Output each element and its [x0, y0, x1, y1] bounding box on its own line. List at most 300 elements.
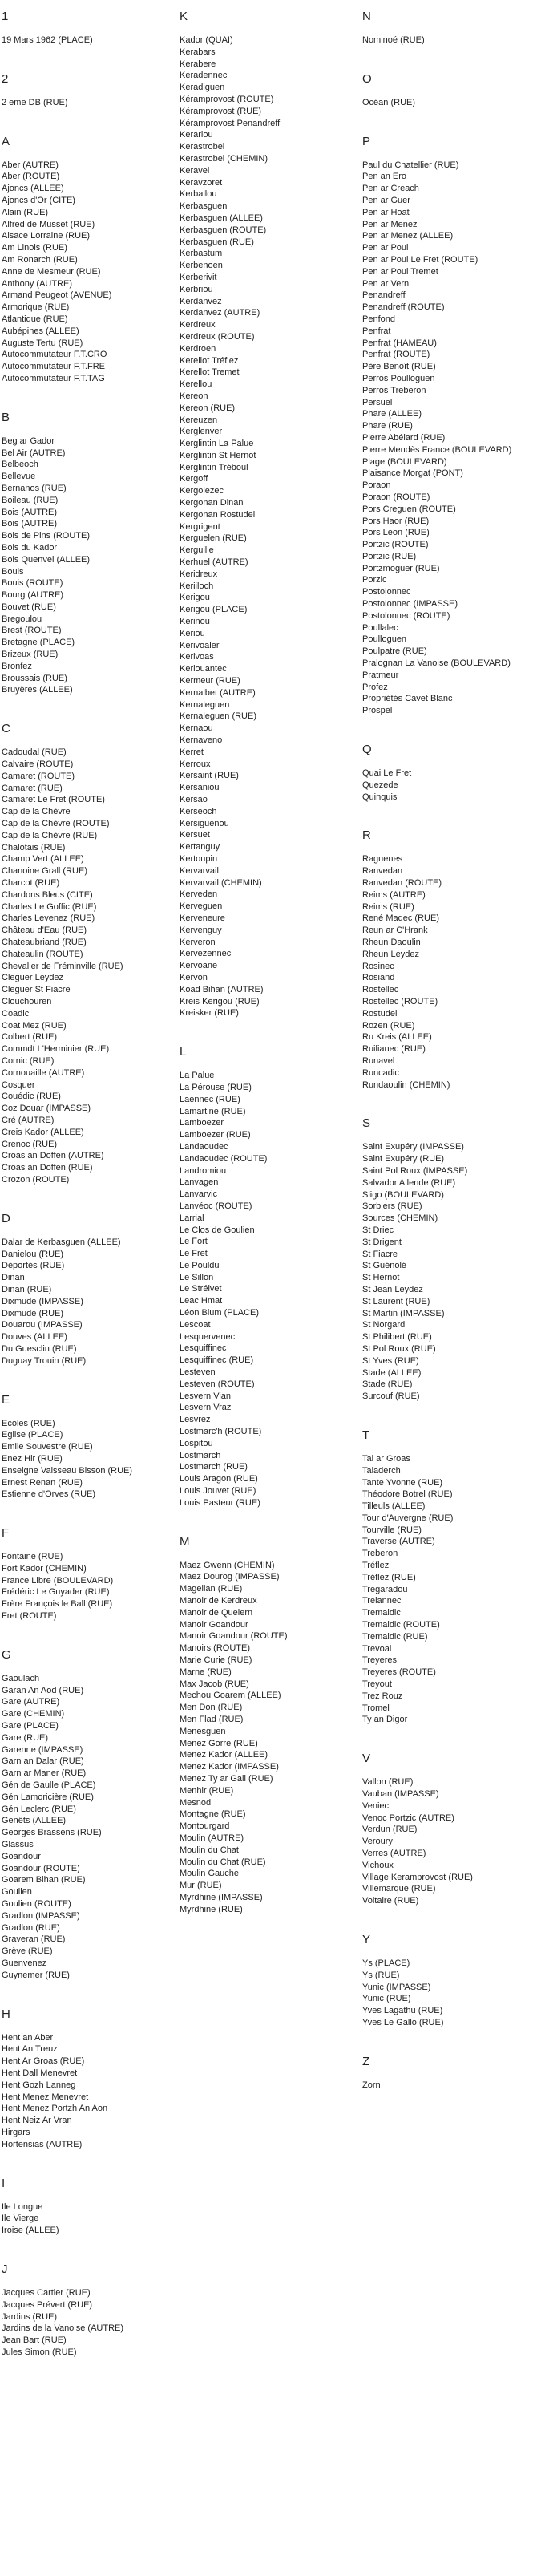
- street-entry: Eglise (PLACE): [2, 1430, 63, 1440]
- street-entry: Am Ronarch (RUE): [2, 254, 78, 265]
- street-entry: Gén Lamoricière (RUE): [2, 1792, 94, 1802]
- street-entry: Portzmoguer (RUE): [362, 563, 440, 573]
- street-entry: Ru Kreis (ALLEE): [362, 1032, 432, 1043]
- street-entry: Kervarvail (CHEMIN): [180, 877, 262, 888]
- street-entry: Bernanos (RUE): [2, 483, 67, 493]
- street-entry: Douves (ALLEE): [2, 1332, 67, 1343]
- street-entry: Portzic (RUE): [362, 551, 417, 561]
- street-entry: La Pérouse (RUE): [180, 1082, 252, 1092]
- street-entry: St Martin (IMPASSE): [362, 1308, 445, 1318]
- letter-section: [362, 2055, 539, 2092]
- section-letter-heading: H: [2, 2007, 10, 2021]
- street-entry: Pierre Mendès France (BOULEVARD): [362, 444, 512, 455]
- street-entry: Yunic (RUE): [362, 1994, 411, 2004]
- street-entry: Reims (RUE): [362, 901, 414, 912]
- street-entry: Kergoff: [180, 474, 208, 484]
- street-entry: Moulin du Chat: [180, 1845, 239, 1855]
- street-entry: Larrial: [180, 1213, 204, 1223]
- section-letter-heading: T: [362, 1428, 370, 1442]
- street-entry: Perros Treberon: [362, 385, 426, 395]
- street-entry: Kerbastum: [180, 249, 223, 259]
- street-entry: Kersaniou: [180, 783, 220, 793]
- street-entry: Bois Quenvel (ALLEE): [2, 554, 91, 565]
- section-letter-heading: N: [362, 10, 371, 23]
- street-entry: La Palue: [180, 1071, 215, 1081]
- street-entry: Marne (RUE): [180, 1667, 232, 1677]
- letter-section: [2, 1526, 174, 1622]
- street-entry: Ty an Digor: [362, 1715, 408, 1725]
- street-entry: Montourgard: [180, 1821, 230, 1832]
- section-letter-heading: Q: [362, 743, 372, 757]
- street-entry: Jacques Cartier (RUE): [2, 2287, 91, 2298]
- street-entry: Kerellot Tréflez: [180, 355, 239, 366]
- section-letter-heading: Y: [362, 1933, 371, 1946]
- street-entry: Hent An Treuz: [2, 2044, 58, 2055]
- street-entry: Ys (PLACE): [362, 1958, 410, 1968]
- street-entry: Persuel: [362, 397, 393, 407]
- street-entry: Hirgars: [2, 2127, 30, 2137]
- street-entry: Lostmarch (RUE): [180, 1462, 248, 1472]
- street-entry: Pen ar Guer: [362, 195, 410, 205]
- street-entry: Kernaou: [180, 723, 213, 734]
- street-entry: Pralognan La Vanoise (BOULEVARD): [362, 658, 511, 669]
- street-entry: Coat Mez (RUE): [2, 1020, 67, 1031]
- street-entry: Keravel: [180, 165, 210, 176]
- street-entry: Manoir de Kerdreux: [180, 1596, 257, 1606]
- street-entry: Cleguer Leydez: [2, 973, 64, 983]
- section-letter-heading: P: [362, 134, 371, 148]
- street-entry: Brest (ROUTE): [2, 626, 62, 636]
- street-entry: Kergonan Rostudel: [180, 509, 256, 520]
- street-entry: Hent an Aber: [2, 2032, 54, 2043]
- street-entry: Kernalbet (AUTRE): [180, 687, 256, 698]
- street-entry: Chevalier de Fréminville (RUE): [2, 961, 123, 971]
- street-entry: Penandreff (ROUTE): [362, 302, 445, 313]
- street-entry: Gradlon (IMPASSE): [2, 1910, 80, 1921]
- index-column-1: [2, 10, 174, 2384]
- street-entry: Cosquer: [2, 1079, 35, 1090]
- street-entry: Rozen (RUE): [362, 1020, 415, 1031]
- street-entry: Louis Aragon (RUE): [180, 1474, 258, 1484]
- street-entry: Max Jacob (RUE): [180, 1679, 249, 1689]
- street-entry: Poulpatre (RUE): [362, 646, 427, 657]
- street-entry: Alain (RUE): [2, 207, 49, 217]
- section-letter-heading: F: [2, 1526, 10, 1541]
- street-entry: Kergolezec: [180, 486, 224, 496]
- street-entry: Cornouaille (AUTRE): [2, 1067, 85, 1078]
- street-entry: Kerglintin La Palue: [180, 439, 254, 449]
- section-letter-heading: 2: [2, 71, 9, 86]
- street-entry: Graveran (RUE): [2, 1934, 66, 1945]
- street-entry: Kertoupin: [180, 853, 218, 864]
- street-entry: Manoirs (ROUTE): [180, 1643, 251, 1654]
- street-entry: Commdt L'Herminier (RUE): [2, 1044, 110, 1055]
- street-entry: Menez Ty ar Gall (RUE): [180, 1773, 273, 1784]
- street-entry: Moulin (AUTRE): [180, 1833, 244, 1843]
- street-entry: Enseigne Vaisseau Bisson (RUE): [2, 1465, 133, 1476]
- street-entry: Kreis Kerigou (RUE): [180, 996, 260, 1007]
- street-entry: Le Sillon: [180, 1272, 214, 1282]
- street-entry: Kerbasguen (RUE): [180, 237, 254, 247]
- street-entry: Chardons Bleus (CITE): [2, 889, 93, 900]
- street-entry: Rosinec: [362, 961, 394, 971]
- street-entry: Kerdreux: [180, 320, 216, 330]
- street-entry: Jardins de la Vanoise (AUTRE): [2, 2323, 124, 2334]
- street-entry: Lanvéoc (ROUTE): [180, 1201, 252, 1211]
- street-entry: Kéramprovost (ROUTE): [180, 94, 274, 104]
- street-entry: Jean Bart (RUE): [2, 2335, 67, 2346]
- street-entry: Kerberivit: [180, 272, 217, 282]
- street-entry: Kerbasguen: [180, 201, 228, 212]
- street-entry: Lesteven (ROUTE): [180, 1379, 255, 1389]
- street-entry: Dinan (RUE): [2, 1284, 52, 1294]
- street-entry: Kerballou: [180, 189, 217, 200]
- street-entry: Mesnod: [180, 1797, 212, 1808]
- street-entry: Garan An Aod (RUE): [2, 1685, 84, 1695]
- street-entry: Manoir Goandour: [180, 1619, 248, 1630]
- street-entry: Keriiloch: [180, 581, 214, 591]
- street-entry: Trevoal: [362, 1643, 392, 1654]
- street-entry: Ajoncs (ALLEE): [2, 184, 64, 194]
- street-entry: Keriou: [180, 628, 205, 638]
- street-entry: Rheun Leydez: [362, 949, 419, 959]
- street-entry: Yunic (IMPASSE): [362, 1982, 431, 1992]
- street-entry: Rheun Daoulin: [362, 938, 421, 948]
- street-entry: Ruilianec (RUE): [362, 1044, 426, 1055]
- letter-section: [180, 1535, 352, 1916]
- street-entry: Poraon: [362, 480, 391, 491]
- street-entry: Georges Brassens (RUE): [2, 1828, 102, 1838]
- letter-section: [362, 1752, 539, 1907]
- letter-section: [2, 10, 174, 47]
- street-entry: Kersao: [180, 795, 208, 804]
- street-entry: Kervoane: [180, 961, 218, 971]
- street-entry: Kerveneure: [180, 913, 225, 923]
- street-entry: Duguay Trouin (RUE): [2, 1355, 87, 1366]
- street-entry: Dinan: [2, 1273, 25, 1283]
- street-entry: Kador (QUAI): [180, 35, 233, 45]
- street-entry: Kerivoas: [180, 652, 214, 662]
- street-entry: Keridreux: [180, 569, 218, 579]
- street-entry: Auguste Tertu (RUE): [2, 338, 83, 348]
- street-entry: Mur (RUE): [180, 1881, 222, 1891]
- street-entry: Penfrat: [362, 326, 391, 336]
- street-entry: Kerbriou: [180, 284, 213, 294]
- street-entry: Poraon (ROUTE): [362, 492, 430, 502]
- street-entry: Clouchouren: [2, 997, 52, 1007]
- street-entry: Reims (AUTRE): [362, 889, 426, 900]
- street-entry: Vauban (IMPASSE): [362, 1789, 439, 1800]
- street-entry: Kerhuel (AUTRE): [180, 557, 248, 568]
- section-letter-heading: G: [2, 1647, 11, 1662]
- street-entry: Coadic: [2, 1008, 30, 1019]
- street-entry: Villemarqué (RUE): [362, 1884, 436, 1894]
- street-entry: Postolonnec (ROUTE): [362, 610, 450, 621]
- street-entry: Plage (BOULEVARD): [362, 456, 447, 467]
- street-entry: Charles Le Goffic (RUE): [2, 901, 97, 912]
- street-entry: Fontaine (RUE): [2, 1552, 63, 1562]
- street-entry: Bois (AUTRE): [2, 519, 58, 529]
- letter-section: [2, 1393, 174, 1501]
- street-entry: Le Stréivet: [180, 1284, 222, 1294]
- letter-section: [180, 1045, 352, 1509]
- street-entry: Lostmarc'h (ROUTE): [180, 1427, 262, 1437]
- street-entry: Moulin du Chat (RUE): [180, 1857, 266, 1867]
- street-entry: Atlantique (RUE): [2, 314, 68, 324]
- street-entry: Ile Vierge: [2, 2213, 39, 2224]
- street-entry: Cré (AUTRE): [2, 1115, 55, 1125]
- street-entry: Cap de la Chèvre: [2, 807, 71, 817]
- section-letter-heading: S: [362, 1116, 371, 1131]
- street-entry: Kerguelen (RUE): [180, 533, 247, 544]
- street-entry: Pratmeur: [362, 670, 399, 680]
- street-entry: Dixmude (RUE): [2, 1308, 64, 1318]
- street-entry: Tréflez (RUE): [362, 1572, 416, 1582]
- letter-section: [2, 2007, 174, 2151]
- street-entry: Anthony (AUTRE): [2, 278, 73, 289]
- street-entry: Océan (RUE): [362, 97, 416, 107]
- street-entry: Kernaleguen (RUE): [180, 711, 256, 722]
- street-entry: Bel Air (AUTRE): [2, 448, 66, 458]
- street-entry: Rostellec: [362, 985, 399, 995]
- street-entry: Quezede: [362, 780, 398, 790]
- street-entry: Fret (ROUTE): [2, 1611, 57, 1622]
- street-entry: Cap de la Chèvre (ROUTE): [2, 819, 110, 829]
- street-entry: Broussais (RUE): [2, 673, 67, 683]
- letter-section: [2, 1212, 174, 1367]
- street-entry: Kereon: [180, 391, 208, 401]
- street-entry: Lesvern Vian: [180, 1391, 232, 1401]
- street-entry: Cornic (RUE): [2, 1055, 55, 1066]
- letter-section: [362, 10, 539, 47]
- street-entry: Gén Leclerc (RUE): [2, 1804, 76, 1814]
- street-entry: Gaoulach: [2, 1673, 40, 1683]
- street-entry: Chateaubriand (RUE): [2, 938, 87, 948]
- street-entry: Kerabere: [180, 59, 216, 69]
- street-entry: Pen ar Menez: [362, 219, 418, 229]
- street-entry: Lesteven: [180, 1367, 216, 1378]
- street-entry: Cadoudal (RUE): [2, 747, 67, 758]
- street-entry: Kerastrobel (CHEMIN): [180, 153, 268, 164]
- street-entry: Kerglintin Tréboul: [180, 462, 248, 472]
- street-entry: Cleguer St Fiacre: [2, 985, 71, 995]
- street-entry: Menez Kador (ALLEE): [180, 1750, 268, 1760]
- street-entry: Kervenguy: [180, 925, 222, 935]
- street-entry: St Fiacre: [362, 1249, 398, 1259]
- street-entry: Gradlon (RUE): [2, 1922, 60, 1933]
- street-entry: Myrdhine (RUE): [180, 1904, 243, 1914]
- street-entry: Menez Kador (IMPASSE): [180, 1762, 279, 1772]
- street-entry: Kerseoch: [180, 806, 217, 816]
- street-entry: Treyeres (ROUTE): [362, 1667, 436, 1678]
- street-entry: Aber (ROUTE): [2, 172, 60, 182]
- street-entry: St Laurent (RUE): [362, 1296, 430, 1306]
- street-entry: Zorn: [362, 2080, 381, 2090]
- street-entry: Laennec (RUE): [180, 1094, 240, 1104]
- index-column-2: [180, 10, 352, 1942]
- street-entry: Bregoulou: [2, 614, 42, 624]
- street-entry: Autocommutateur F.T.CRO: [2, 350, 107, 360]
- street-entry: Kermeur (RUE): [180, 676, 240, 687]
- letter-section: [2, 722, 174, 1185]
- street-entry: Pen an Ero: [362, 172, 407, 182]
- street-entry: Profez: [362, 682, 388, 692]
- street-entry: Kergrigent: [180, 521, 220, 532]
- street-entry: Lamboezer: [180, 1118, 224, 1128]
- street-entry: Koad Bihan (AUTRE): [180, 984, 264, 994]
- street-entry: Bronfez: [2, 661, 32, 671]
- letter-section: [362, 1116, 539, 1403]
- street-entry: Lanvarvic: [180, 1189, 218, 1200]
- street-entry: Gare (AUTRE): [2, 1697, 60, 1707]
- street-entry: Kerariou: [180, 130, 213, 140]
- street-entry: Garn ar Maner (RUE): [2, 1768, 87, 1779]
- letter-section: [362, 1428, 539, 1726]
- street-entry: Goandour (ROUTE): [2, 1863, 80, 1873]
- street-entry: Aber (AUTRE): [2, 160, 59, 170]
- street-entry: Dalar de Kerbasguen (ALLEE): [2, 1237, 121, 1247]
- street-entry: Ajoncs d'Or (CITE): [2, 195, 75, 205]
- street-entry: Hortensias (AUTRE): [2, 2139, 83, 2149]
- street-entry: Kerbenoen: [180, 261, 223, 271]
- street-entry: Bois (AUTRE): [2, 507, 58, 517]
- street-entry: Château d'Eau (RUE): [2, 925, 87, 936]
- street-entry: Pen ar Creach: [362, 184, 419, 194]
- street-entry: Déportés (RUE): [2, 1261, 65, 1271]
- street-entry: Kéramprovost (RUE): [180, 106, 262, 116]
- street-entry: Crenoc (RUE): [2, 1139, 58, 1149]
- street-entry: Saint Exupéry (RUE): [362, 1154, 445, 1164]
- street-entry: Landaoudec (ROUTE): [180, 1153, 268, 1164]
- street-entry: Lamartine (RUE): [180, 1106, 246, 1116]
- section-letter-heading: I: [2, 2176, 6, 2190]
- street-entry: Belbeoch: [2, 460, 38, 470]
- street-entry: Quinquis: [362, 792, 398, 802]
- section-letter-heading: M: [180, 1534, 190, 1549]
- street-entry: Guynemer (RUE): [2, 1970, 70, 1980]
- street-entry: Kereuzen: [180, 415, 218, 425]
- street-entry: Pierre Abélard (RUE): [362, 432, 446, 443]
- street-entry: Bretagne (PLACE): [2, 638, 75, 648]
- street-entry: Charles Levenez (RUE): [2, 913, 95, 924]
- street-entry: Vichoux: [362, 1860, 394, 1870]
- street-entry: Vallon (RUE): [362, 1777, 414, 1788]
- street-entry: Runcadic: [362, 1067, 399, 1078]
- street-entry: Cap de la Chèvre (RUE): [2, 830, 98, 840]
- letter-section: [2, 1648, 174, 1982]
- street-entry: Camaret Le Fret (ROUTE): [2, 795, 105, 805]
- street-entry: Plaisance Morgat (PONT): [362, 468, 463, 479]
- street-entry: Autocommutateur F.T.FRE: [2, 362, 105, 372]
- street-entry: Lospitou: [180, 1438, 213, 1448]
- street-entry: Paul du Chatellier (RUE): [362, 160, 459, 170]
- street-entry: Tour d'Auvergne (RUE): [362, 1513, 454, 1523]
- street-entry: Pen ar Poul Le Fret (ROUTE): [362, 254, 478, 265]
- street-entry: Myrdhine (IMPASSE): [180, 1892, 263, 1902]
- street-entry: Garn an Dalar (RUE): [2, 1756, 84, 1767]
- street-entry: Landromiou: [180, 1165, 227, 1176]
- street-entry: St Hernot: [362, 1273, 400, 1283]
- street-entry: Anne de Mesmeur (RUE): [2, 266, 101, 277]
- street-entry: Bourg (AUTRE): [2, 590, 64, 601]
- street-entry: Moulin Gauche: [180, 1869, 239, 1879]
- street-entry: Hent Dall Menevret: [2, 2068, 78, 2078]
- street-entry: Tourville (RUE): [362, 1525, 422, 1535]
- street-entry: Hent Menez Menevret: [2, 2092, 89, 2102]
- street-entry: Lescoat: [180, 1319, 211, 1330]
- street-entry: René Madec (RUE): [362, 913, 439, 924]
- street-entry: Trelannec: [362, 1596, 402, 1606]
- street-entry: Prospel: [362, 706, 393, 716]
- street-entry: Calvaire (ROUTE): [2, 759, 74, 770]
- section-letter-heading: L: [180, 1045, 187, 1059]
- street-entry: Chalotais (RUE): [2, 842, 66, 853]
- street-entry: Hent Ar Groas (RUE): [2, 2056, 85, 2067]
- street-entry: Quai Le Fret: [362, 768, 412, 779]
- street-entry: Gén de Gaulle (PLACE): [2, 1780, 96, 1791]
- street-entry: Kerglintin St Hernot: [180, 450, 256, 460]
- letter-section: [2, 2262, 174, 2359]
- street-entry: Mechou Goarem (ALLEE): [180, 1691, 281, 1701]
- street-entry: St Driec: [362, 1225, 394, 1235]
- street-entry: Guenvenez: [2, 1958, 47, 1968]
- street-entry: Kerguille: [180, 545, 214, 556]
- street-entry: Le Clos de Goulien: [180, 1225, 255, 1235]
- street-entry: Phare (RUE): [362, 421, 413, 431]
- street-entry: Bouvet (RUE): [2, 601, 56, 612]
- street-entry: Landaoudec: [180, 1141, 228, 1152]
- section-letter-heading: E: [2, 1392, 10, 1407]
- street-entry: 2 eme DB (RUE): [2, 97, 68, 107]
- street-entry: Pors Léon (RUE): [362, 528, 430, 538]
- letter-section: [180, 10, 352, 1019]
- street-entry: Camaret (RUE): [2, 783, 63, 793]
- street-entry: Gare (PLACE): [2, 1721, 59, 1732]
- street-entry: St Philibert (RUE): [362, 1332, 432, 1343]
- street-entry: Surcouf (RUE): [362, 1391, 420, 1402]
- street-entry: Rundaoulin (CHEMIN): [362, 1079, 450, 1090]
- letter-section: [2, 411, 174, 697]
- street-entry: Boileau (RUE): [2, 495, 59, 505]
- letter-section: [2, 72, 174, 109]
- street-entry: Jules Simon (RUE): [2, 2347, 77, 2357]
- street-entry: Ys (RUE): [362, 1970, 400, 1980]
- letter-section: [362, 743, 539, 803]
- street-entry: Penfond: [362, 314, 395, 324]
- street-entry: Poullalec: [362, 622, 398, 633]
- street-entry: Garenne (IMPASSE): [2, 1744, 83, 1755]
- letter-section: [362, 1933, 539, 2029]
- street-entry: Le Fort: [180, 1237, 208, 1247]
- street-entry: Rosiand: [362, 973, 395, 983]
- street-entry: Goulien: [2, 1887, 32, 1898]
- street-entry: Hent Menez Portzh An Aon: [2, 2104, 108, 2114]
- section-letter-heading: V: [362, 1752, 371, 1766]
- street-entry: Reun ar C'Hrank: [362, 925, 428, 936]
- street-entry: Kerveron: [180, 937, 216, 947]
- section-letter-heading: 1: [2, 10, 9, 23]
- street-entry: Pen ar Poul Tremet: [362, 266, 438, 277]
- street-entry: Kernaleguen: [180, 699, 230, 710]
- street-entry: Menez Gorre (RUE): [180, 1738, 258, 1748]
- street-entry: Menhir (RUE): [180, 1785, 234, 1796]
- street-entry: Kertanguy: [180, 842, 220, 853]
- street-entry: Kerinou: [180, 617, 210, 627]
- section-letter-heading: J: [2, 2262, 8, 2276]
- street-entry: Stade (RUE): [362, 1379, 413, 1390]
- street-entry: Croas an Doffen (RUE): [2, 1163, 93, 1173]
- street-entry: Village Keramprovost (RUE): [362, 1872, 473, 1882]
